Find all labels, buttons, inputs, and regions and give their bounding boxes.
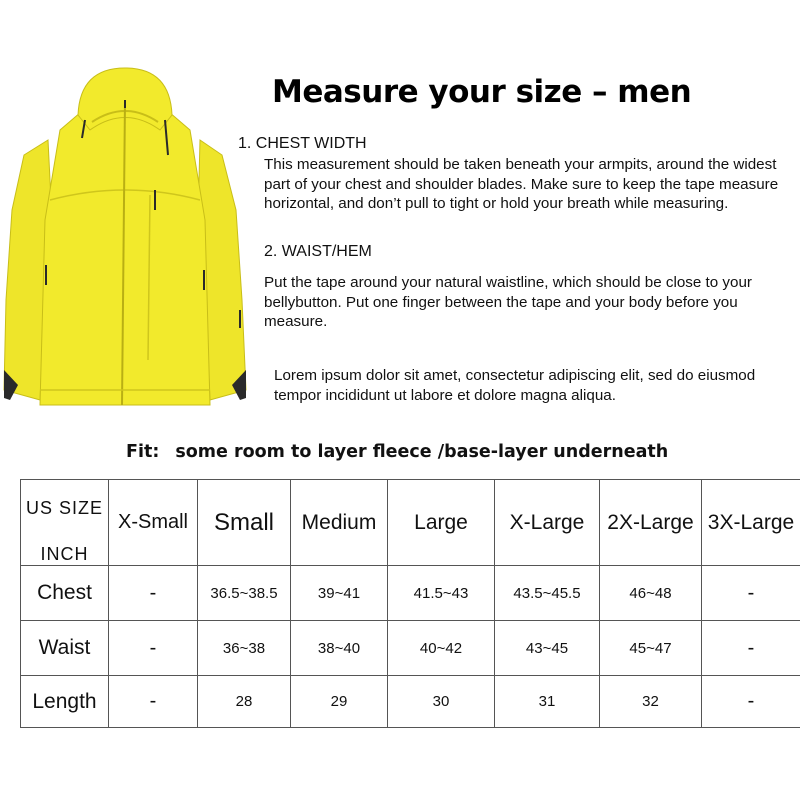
us-size-label: US SIZE xyxy=(25,498,103,518)
lorem-paragraph: Lorem ipsum dolor sit amet, consectetur adipiscing elit, sed do eiusmod tempor incididunt ut labore et dolore magna aliqua. xyxy=(274,367,756,404)
table-cell: 43~45 xyxy=(495,621,600,676)
row-label-length: Length xyxy=(21,676,109,728)
yellow-jacket-image xyxy=(0,60,250,430)
table-cell: 40~42 xyxy=(388,621,495,676)
size-header: Large xyxy=(388,480,495,566)
table-cell: 36~38 xyxy=(198,621,291,676)
fit-line xyxy=(126,442,668,462)
table-cell: - xyxy=(109,566,198,621)
row-label-chest: Chest xyxy=(21,566,109,621)
row-label-waist: Waist xyxy=(21,621,109,676)
chest-width-heading: 1. CHEST WIDTH xyxy=(238,135,367,152)
fit-text: some room to layer fleece /base-layer underneath xyxy=(175,442,669,462)
table-cell: 32 xyxy=(600,676,702,728)
table-cell: 46~48 xyxy=(600,566,702,621)
size-header: X-Small xyxy=(109,480,198,566)
size-chart-table xyxy=(20,479,800,728)
table-cell: - xyxy=(109,621,198,676)
page-title: Measure your size – men xyxy=(272,74,692,110)
table-cell: - xyxy=(702,566,800,621)
table-cell: 39~41 xyxy=(291,566,388,621)
table-row xyxy=(21,566,800,621)
table-cell: 38~40 xyxy=(291,621,388,676)
table-cell: 45~47 xyxy=(600,621,702,676)
table-row xyxy=(21,676,800,728)
table-cell: 43.5~45.5 xyxy=(495,566,600,621)
table-row xyxy=(21,621,800,676)
size-header: Medium xyxy=(291,480,388,566)
size-header: X-Large xyxy=(495,480,600,566)
waist-hem-heading: 2. WAIST/HEM xyxy=(264,243,372,260)
table-corner-cell xyxy=(21,480,109,566)
table-cell: 28 xyxy=(198,676,291,728)
table-cell: - xyxy=(702,676,800,728)
table-cell: 30 xyxy=(388,676,495,728)
size-header: 2X-Large xyxy=(600,480,702,566)
table-cell: 29 xyxy=(291,676,388,728)
table-cell: 36.5~38.5 xyxy=(198,566,291,621)
table-cell: - xyxy=(109,676,198,728)
table-cell: 41.5~43 xyxy=(388,566,495,621)
inch-label: INCH xyxy=(40,544,89,564)
chest-width-text: This measurement should be taken beneath your armpits, around the widest part of your chest and shoulder blades. Make sure to keep the tape measure horizontal, and don’t pull to tight or hold your breath while measuring. xyxy=(264,156,779,212)
table-cell: 31 xyxy=(495,676,600,728)
fit-label: Fit: xyxy=(126,442,160,462)
waist-hem-text: Put the tape around your natural waistline, which should be close to your bellybutton. Put one finger between the tape and your body before you measure. xyxy=(264,274,752,330)
size-header: Small xyxy=(198,480,291,566)
table-cell: - xyxy=(702,621,800,676)
table-header-row xyxy=(21,480,800,566)
size-header: 3X-Large xyxy=(702,480,800,566)
